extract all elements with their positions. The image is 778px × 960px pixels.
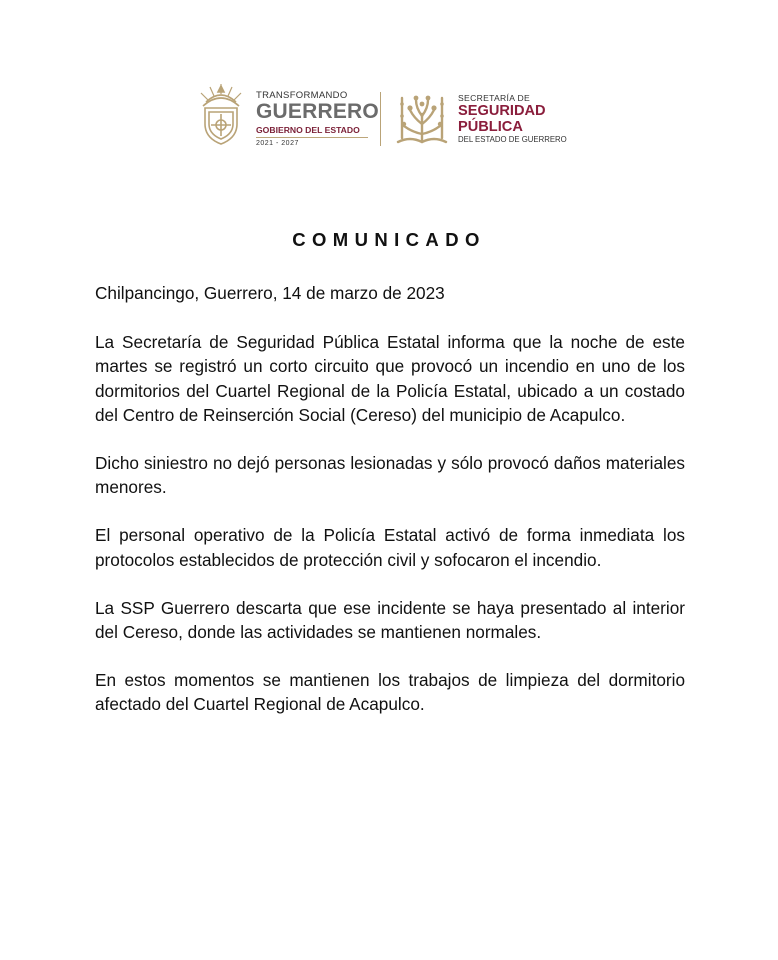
gobierno-rule bbox=[256, 137, 368, 138]
gobierno-line1: TRANSFORMANDO bbox=[256, 90, 348, 101]
paragraph-3: El personal operativo de la Policía Estatal activó de forma inmediata los protocolos establecidos de protección civil y sofocaron el incendio. bbox=[95, 525, 685, 570]
gobierno-line3: GOBIERNO DEL ESTADO bbox=[256, 125, 360, 135]
document-title: COMUNICADO bbox=[292, 229, 486, 250]
document-body bbox=[95, 281, 685, 741]
ssp-line3: PÚBLICA bbox=[458, 119, 523, 135]
ssp-line2: SEGURIDAD bbox=[458, 103, 546, 119]
paragraph-5: En estos momentos se mantienen los trabajos de limpieza del dormitorio afectado del Cuartel Regional de Acapulco. bbox=[95, 670, 685, 715]
paragraph-4: La SSP Guerrero descarta que ese incidente se haya presentado al interior del Cereso, donde las actividades se mantienen normales. bbox=[95, 597, 685, 643]
ssp-line4: DEL ESTADO DE GUERRERO bbox=[458, 135, 567, 144]
gobierno-years: 2021 - 2027 bbox=[256, 140, 299, 147]
date-line: Chilpancingo, Guerrero, 14 de marzo de 2023 bbox=[95, 283, 445, 303]
ssp-wordmark bbox=[458, 93, 588, 145]
letterhead bbox=[196, 80, 586, 152]
gobierno-line2: GUERRERO bbox=[256, 100, 379, 123]
paragraph-2: Dicho siniestro no dejó personas lesionadas y sólo provocó daños materiales menores. bbox=[95, 453, 685, 498]
gobierno-wordmark bbox=[256, 90, 379, 148]
tree-of-life-icon bbox=[394, 90, 450, 146]
paragraph-1: La Secretaría de Seguridad Pública Estatal informa que la noche de este martes se registró un corto circuito que provocó un incendio en uno de los dormitorios del Cuartel Regional de la Policía Estatal, ubicado a un costado del Centro de Reinserción Social (Cereso) del municipio de Acapulco. bbox=[95, 332, 685, 425]
ssp-line1: SECRETARÍA DE bbox=[458, 93, 531, 103]
state-coat-of-arms-icon bbox=[196, 80, 246, 150]
logo-divider bbox=[380, 92, 381, 146]
